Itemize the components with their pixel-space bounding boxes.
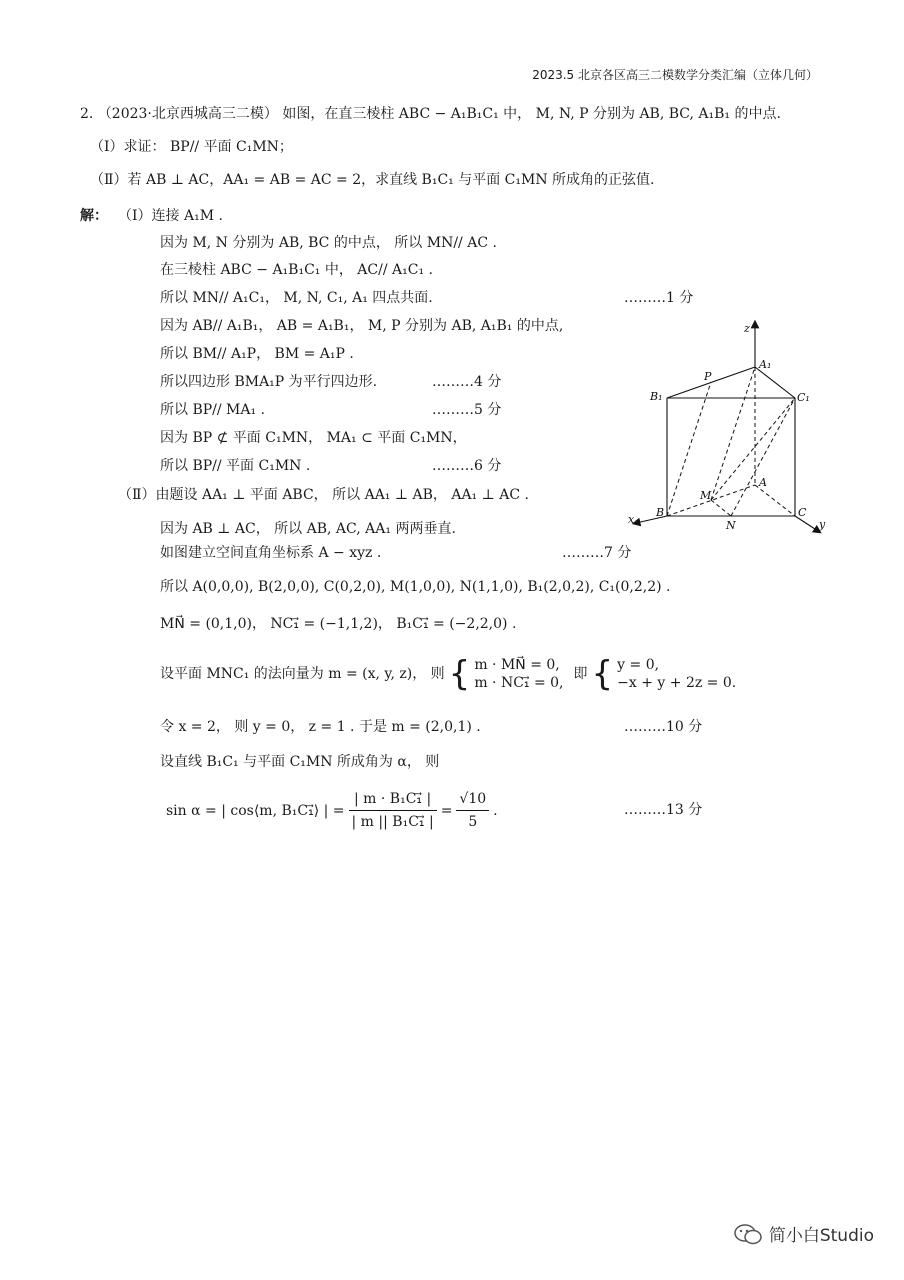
solution-step: 因为 BP ⊄ 平面 C₁MN， MA₁ ⊂ 平面 C₁MN， [160,430,467,446]
score-mark: ………10 分 [624,719,703,735]
system-1 [474,656,563,692]
segment-mc1 [711,398,795,500]
fraction-numerator: | m · B₁C₁⃗ | [349,788,437,811]
segment-mn [711,500,731,516]
problem-statement: 2. （2023·北京西城高三二模） 如图，在直三棱柱 ABC − A₁B₁C₁ 中， M, N, P 分别为 AB, BC, A₁B₁ 的中点. [80,106,781,122]
segment-ma1 [711,367,755,500]
solution-step: 如图建立空间直角坐标系 A − xyz . [160,545,382,561]
solution-step: 设直线 B₁C₁ 与平面 C₁MN 所成角为 α， 则 [160,754,440,770]
formula-lhs: sin α = | cos⟨m, B₁C₁⃗⟩ | = [166,802,345,819]
solution-step: （Ⅱ）由题设 AA₁ ⊥ 平面 ABC， 所以 AA₁ ⊥ AB， AA₁ ⊥ AC . [118,487,529,503]
segment-nc1 [731,398,795,516]
system-2 [617,656,736,692]
left-brace: { [448,654,471,694]
equals-sign: = [440,802,453,819]
result-numerator: √10 [456,788,489,811]
solution-step: 因为 AB ⊥ AC， 所以 AB, AC, AA₁ 两两垂直. [160,521,456,537]
page-header: 2023.5 北京各区高三二模数学分类汇编（立体几何） [532,68,818,82]
result-fraction [456,788,489,833]
solution-step: 在三棱柱 ABC − A₁B₁C₁ 中， AC// A₁C₁ . [160,262,433,278]
edge-a1-c1 [755,367,795,398]
solution-step: 所以 BP// 平面 C₁MN . [160,458,311,474]
score-mark: ………1 分 [624,290,694,306]
label-b: B [656,506,665,519]
system-1-eq2: m · NC₁⃗ = 0, [474,675,564,691]
solution-step: 因为 M, N 分别为 AB, BC 的中点， 所以 MN// AC . [160,235,497,251]
sine-formula [166,788,498,833]
system-intro: 设平面 MNC₁ 的法向量为 m = (x, y, z)， 则 [160,666,445,682]
solution-label: 解： [80,208,108,224]
period: . [493,802,498,819]
watermark-text: 简小白Studio [768,1226,874,1246]
solution-step: 令 x = 2， 则 y = 0， z = 1 . 于是 m = (2,0,1) . [160,719,481,735]
score-mark: ………5 分 [432,402,502,418]
formula-fraction [349,788,437,833]
score-mark: ………4 分 [432,374,502,390]
label-m: M [700,489,712,502]
label-x: x [628,513,635,526]
solution-step: 所以 BM// A₁P， BM = A₁P . [160,346,354,362]
system-connector: 即 [573,666,588,682]
solution-step: 所以 BP// MA₁ . [160,402,265,418]
prism-figure [620,318,840,538]
system-2-eq2: −x + y + 2z = 0. [617,675,737,691]
watermark [733,1221,874,1246]
label-c1: C₁ [797,391,810,404]
system-2-eq1: y = 0, [617,657,660,673]
solution-step: （Ⅰ）连接 A₁M . [118,208,223,224]
label-p: P [704,370,712,383]
problem-part-1: （Ⅰ）求证： BP// 平面 C₁MN； [90,139,293,155]
label-a: A [759,476,767,489]
wechat-icon [733,1223,763,1245]
label-a1: A₁ [759,358,772,371]
score-mark: ………6 分 [432,458,502,474]
system-1-eq1: m · MN⃗ = 0, [474,657,560,673]
problem-part-2: （Ⅱ）若 AB ⊥ AC，AA₁ = AB = AC = 2，求直线 B₁C₁ 与平面 C₁MN 所成角的正弦值. [90,172,655,188]
normal-vector-system [160,654,736,694]
solution-step: 所以四边形 BMA₁P 为平行四边形. [160,374,378,390]
label-n: N [726,519,736,532]
label-z: z [744,322,750,335]
fraction-denominator: | m || B₁C₁⃗ | [351,814,434,830]
score-mark: ………7 分 [562,545,632,561]
label-c: C [798,506,807,519]
score-mark: ………13 分 [624,802,703,818]
label-b1: B₁ [650,390,663,403]
solution-step: 所以 A(0,0,0), B(2,0,0), C(0,2,0), M(1,0,0), N(1,1,0), B₁(2,0,2), C₁(0,2,2) . [160,579,671,595]
label-y: y [819,518,826,531]
edge-ac [755,485,795,516]
solution-step: 所以 MN// A₁C₁， M, N, C₁, A₁ 四点共面. [160,290,433,306]
result-denominator: 5 [468,814,478,830]
solution-step: 因为 AB// A₁B₁， AB = A₁B₁， M, P 分别为 AB, A₁B₁ 的中点, [160,318,564,334]
left-brace: { [591,654,614,694]
vector-list: MN⃗ = (0,1,0)， NC₁⃗ = (−1,1,2)， B₁C₁⃗ = (−2,2,0) . [160,616,517,632]
